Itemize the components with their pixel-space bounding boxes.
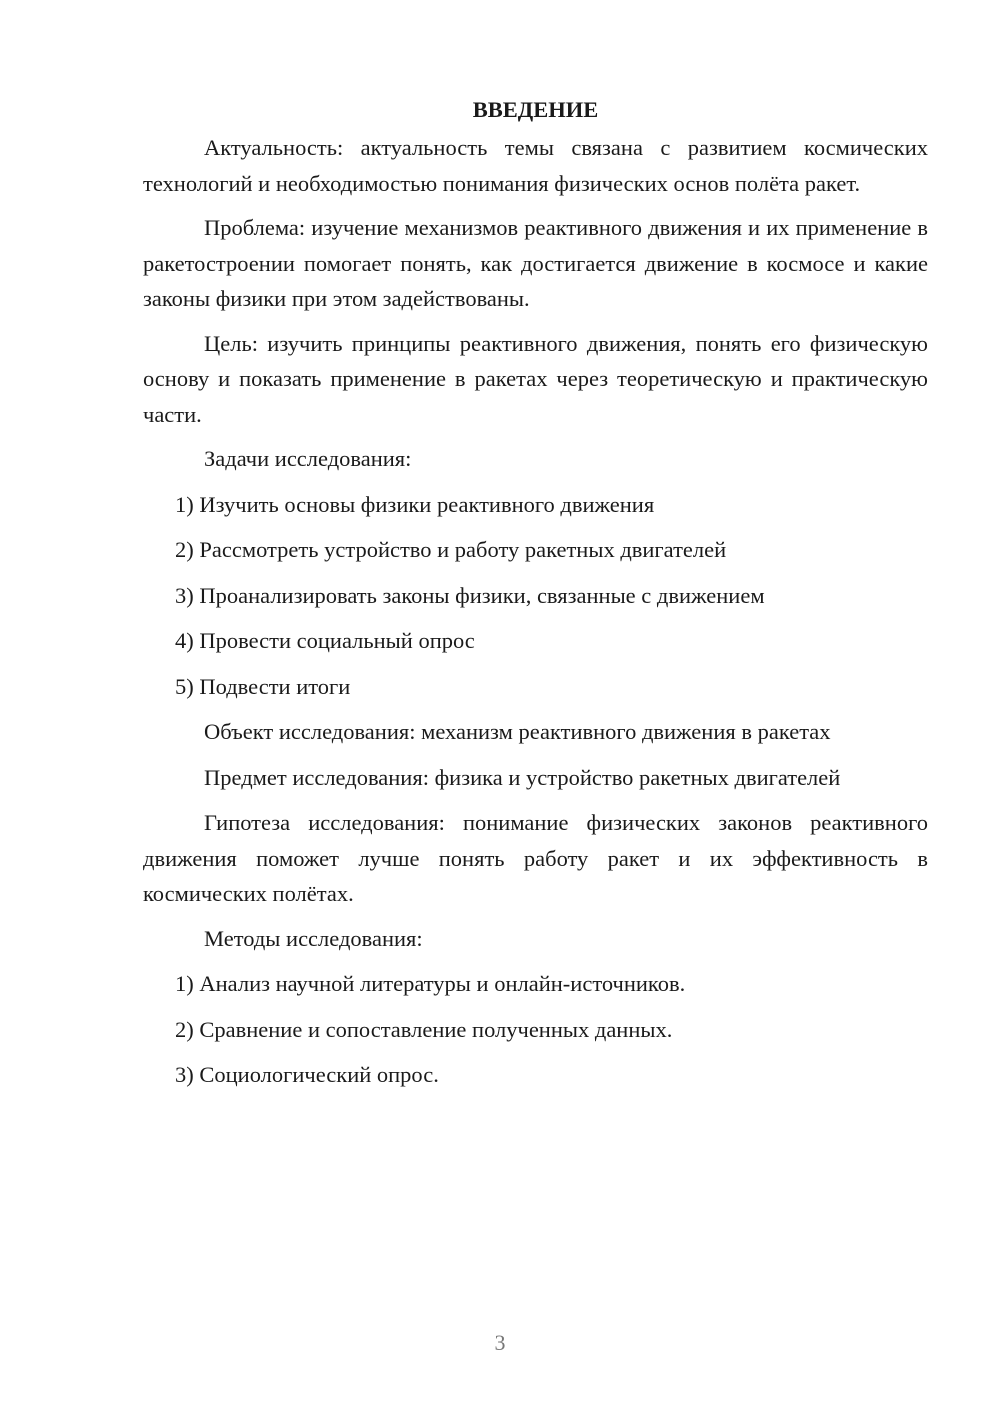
list-item: 1) Анализ научной литературы и онлайн-источников. [175,971,686,996]
list-item: 3) Социологический опрос. [175,1062,439,1087]
subject-paragraph: Предмет исследования: физика и устройство ракетных двигателей [204,764,841,790]
relevance-paragraph: Актуальность: актуальность темы связана с развитием космических технологий и необходимостью понимания физических основ полёта ракет. [143,135,928,196]
list-item: 2) Сравнение и сопоставление полученных данных. [175,1016,673,1042]
tasks-heading: Задачи исследования: [204,446,412,471]
document-page [143,92,928,1103]
list-item: 5) Подвести итоги [175,673,351,699]
goal-paragraph: Цель: изучить принципы реактивного движения, понять его физическую основу и показать применение в ракетах через теоретическую и практическую части. [143,330,928,427]
list-item: 2) Рассмотреть устройство и работу ракетных двигателей [175,537,727,562]
tasks-list [143,487,928,705]
methods-list [143,966,928,1093]
object-paragraph: Объект исследования: механизм реактивного движения в ракетах [204,719,831,744]
list-item: 3) Проанализировать законы физики, связанные с движением [175,582,765,608]
hypothesis-paragraph: Гипотеза исследования: понимание физических законов реактивного движения поможет лучше понять работу ракет и их эффективность в космических полётах. [143,810,928,906]
list-item: 1) Изучить основы физики реактивного движения [175,491,655,517]
problem-paragraph: Проблема: изучение механизмов реактивного движения и их применение в ракетостроении помогает понять, как достигается движение в космосе и какие законы физики при этом задействованы. [143,215,928,311]
list-item: 4) Провести социальный опрос [175,628,475,653]
methods-heading: Методы исследования: [204,925,423,951]
page-number: 3 [494,1330,506,1355]
page-title: ВВЕДЕНИЕ [472,97,599,122]
